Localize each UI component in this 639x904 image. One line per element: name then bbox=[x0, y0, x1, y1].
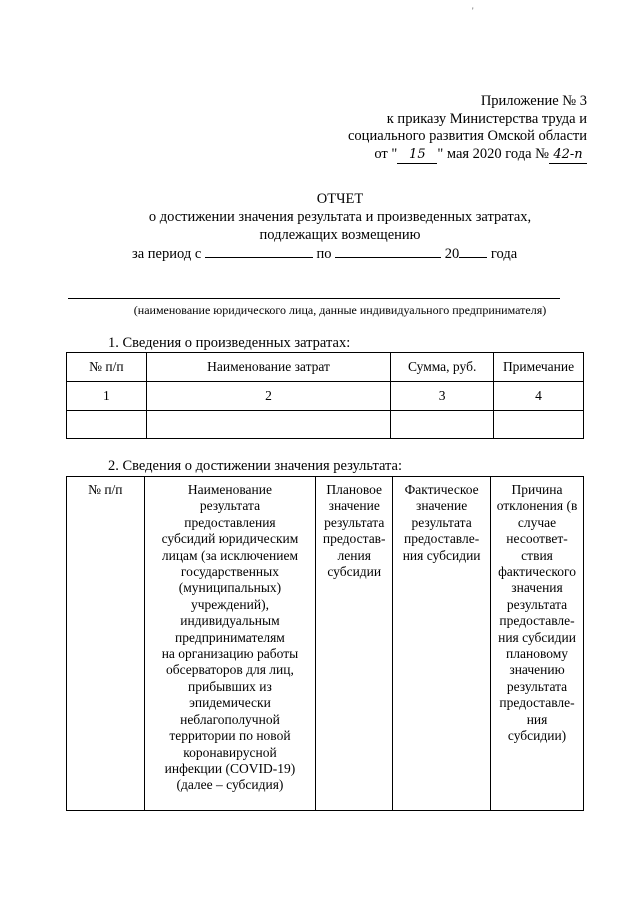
number-cell: 3 bbox=[391, 382, 494, 411]
header-line: субсидий юридическим bbox=[161, 531, 299, 547]
header-line: результата bbox=[506, 678, 568, 694]
header-line: индивидуальным bbox=[180, 613, 280, 629]
header-line: на организацию работы bbox=[161, 646, 299, 662]
date-prefix: от " bbox=[374, 145, 398, 162]
header-line: плановому bbox=[506, 646, 569, 662]
period-to-blank[interactable] bbox=[335, 244, 441, 258]
date-mid: " мая 2020 года № bbox=[437, 145, 549, 162]
appendix-date-line bbox=[348, 146, 587, 165]
header-line: прибывших из bbox=[188, 678, 272, 694]
header-line: значению bbox=[509, 662, 565, 678]
header-line: субсидии bbox=[327, 564, 382, 580]
header-line: предпринимателям bbox=[175, 629, 285, 645]
header-line: Причина bbox=[511, 482, 563, 497]
period-year-label: 20 bbox=[444, 246, 460, 262]
header-line: предостав- bbox=[322, 531, 386, 547]
empty-cell[interactable] bbox=[67, 411, 147, 439]
header-cell: № п/п bbox=[67, 477, 145, 811]
empty-cell[interactable] bbox=[391, 411, 494, 439]
header-line: результата bbox=[506, 596, 568, 612]
header-line: обсерваторов для лиц, bbox=[166, 662, 294, 678]
header-line: значения bbox=[511, 580, 563, 596]
header-cell: № п/п bbox=[67, 353, 147, 382]
header-line: Наименование bbox=[187, 482, 272, 497]
header-line: предоставле- bbox=[404, 531, 480, 547]
header-cell bbox=[144, 477, 316, 811]
entity-caption: (наименование юридического лица, данные индивидуального предпринимателя) bbox=[133, 303, 547, 317]
header-line: учреждений), bbox=[190, 596, 269, 612]
header-line: инфекции (COVID-19) bbox=[164, 760, 296, 776]
number-cell: 2 bbox=[146, 382, 390, 411]
report-subtitle-2: подлежащих возмещению bbox=[259, 227, 421, 243]
scan-mark: ' bbox=[472, 6, 474, 16]
period-prefix: за период с bbox=[132, 246, 202, 262]
header-line: ления bbox=[337, 547, 371, 563]
date-day-handwritten: 15 bbox=[397, 146, 437, 165]
header-line: результата bbox=[411, 514, 472, 530]
empty-cell[interactable] bbox=[494, 411, 584, 439]
costs-table-header bbox=[67, 353, 584, 382]
header-line: эпидемически bbox=[189, 695, 271, 711]
header-cell bbox=[393, 477, 491, 811]
header-line: предоставле- bbox=[499, 613, 575, 629]
header-cell bbox=[316, 477, 393, 811]
period-from-blank[interactable] bbox=[205, 244, 313, 258]
header-line: ния bbox=[526, 711, 548, 727]
header-line: фактического bbox=[498, 564, 576, 580]
header-line: значение bbox=[328, 498, 380, 514]
header-line: лицам (за исключением bbox=[161, 547, 299, 563]
appendix-block bbox=[348, 93, 587, 164]
header-line: коронавирусной bbox=[183, 744, 277, 760]
header-line: Плановое bbox=[326, 482, 383, 497]
header-line: (далее – субсидия) bbox=[176, 777, 284, 793]
empty-cell[interactable] bbox=[146, 411, 390, 439]
header-line: несоответ- bbox=[506, 531, 568, 547]
header-line: ствия bbox=[521, 547, 553, 563]
header-line: предоставления bbox=[184, 514, 276, 530]
header-line: субсидии) bbox=[507, 728, 567, 744]
header-line: (муниципальных) bbox=[178, 580, 282, 596]
header-line: государственных bbox=[180, 564, 279, 580]
header-line: ния субсидии bbox=[498, 629, 576, 645]
appendix-line1: Приложение № 3 bbox=[480, 93, 587, 109]
header-line: результата bbox=[324, 514, 385, 530]
number-cell: 1 bbox=[67, 382, 147, 411]
period-line bbox=[132, 244, 517, 263]
report-title bbox=[60, 190, 620, 244]
header-line: результата bbox=[199, 498, 261, 514]
header-cell: Наименование затрат bbox=[146, 353, 390, 382]
appendix-line3: социального развития Омской области bbox=[348, 128, 587, 144]
report-heading: ОТЧЕТ bbox=[316, 191, 364, 207]
costs-table-numbering bbox=[67, 382, 584, 411]
header-line: ния субсидии bbox=[402, 547, 481, 563]
header-line: Фактическое bbox=[404, 482, 479, 497]
appendix-line2: к приказу Министерства труда и bbox=[386, 110, 587, 127]
header-line: территории по новой bbox=[169, 728, 291, 744]
header-line: неблагополучной bbox=[180, 711, 280, 727]
header-line: случае bbox=[517, 514, 557, 530]
header-line: отклонения (в bbox=[496, 498, 578, 514]
entity-name-line[interactable] bbox=[68, 298, 560, 299]
result-table-header bbox=[67, 477, 584, 811]
period-suffix: года bbox=[490, 246, 518, 262]
report-subtitle-1: о достижении значения результата и произведенных затратах, bbox=[148, 209, 532, 225]
period-year-blank[interactable] bbox=[459, 244, 487, 258]
header-cell bbox=[491, 477, 584, 811]
number-cell: 4 bbox=[494, 382, 584, 411]
header-line: значение bbox=[416, 498, 468, 514]
period-to-label: по bbox=[316, 246, 332, 262]
costs-table bbox=[66, 352, 584, 439]
section2-title: 2. Сведения о достижении значения результата: bbox=[108, 458, 403, 474]
header-cell: Примечание bbox=[494, 353, 584, 382]
order-number-handwritten: 42-п bbox=[549, 146, 587, 165]
costs-table-row bbox=[67, 411, 584, 439]
result-table bbox=[66, 476, 584, 811]
header-line: предоставле- bbox=[499, 695, 575, 711]
section1-title: 1. Сведения о произведенных затратах: bbox=[108, 335, 351, 351]
header-cell: Сумма, руб. bbox=[391, 353, 494, 382]
